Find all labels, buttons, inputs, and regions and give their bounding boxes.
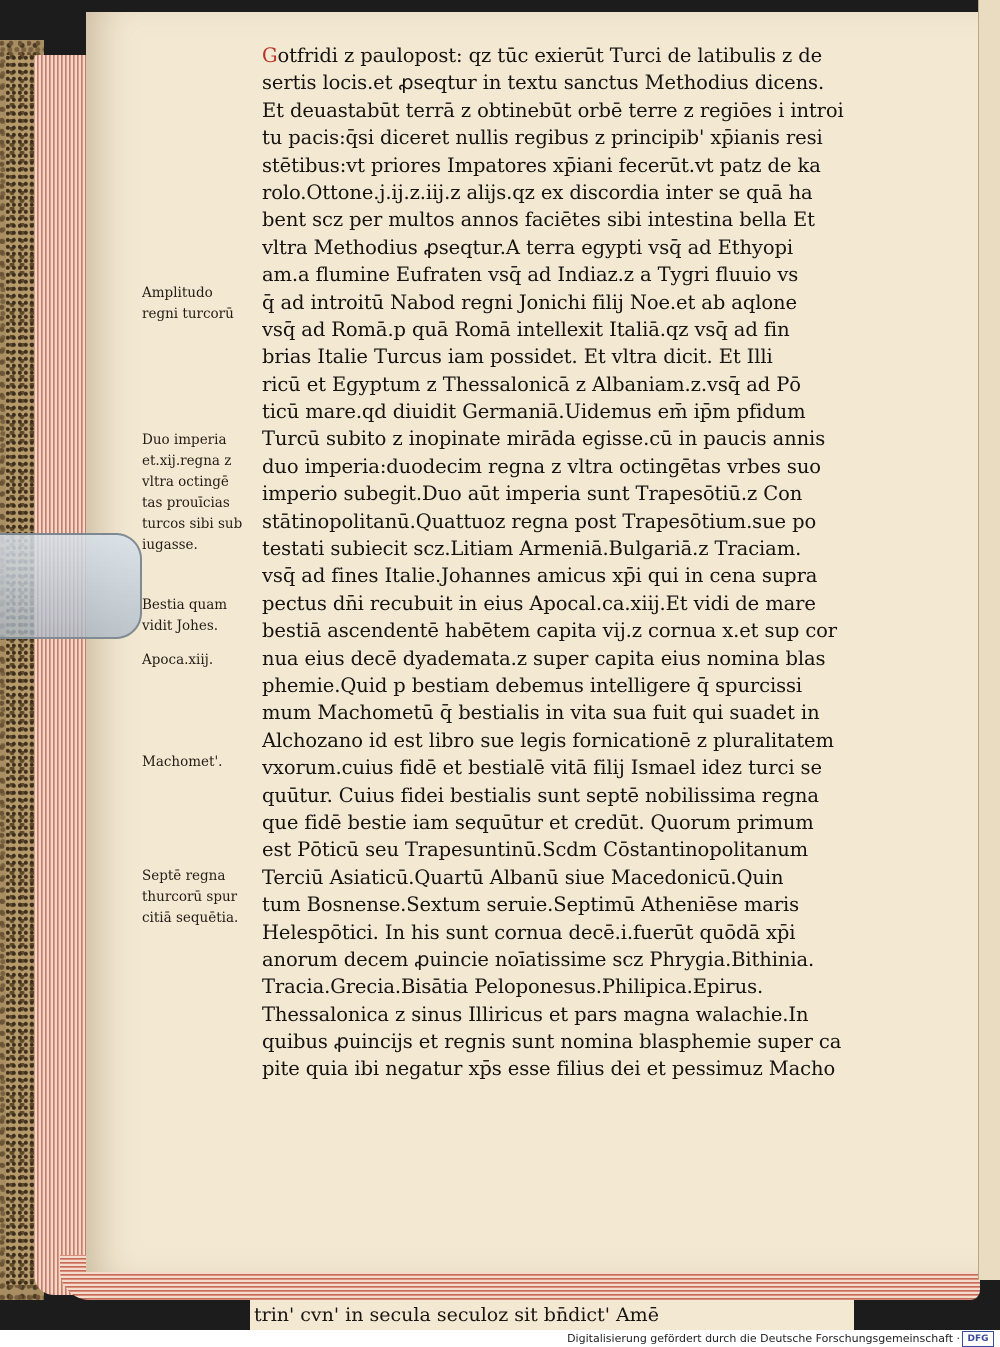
margin-note-line: Bestia quam: [142, 597, 228, 613]
text-line: vsq̄ ad Romā.p quā Romā intellexit Italiā.qz vsq̄ ad fin: [262, 317, 790, 341]
text-line: Helespōtici. In his sunt cornua decē.i.fuerūt quōdā xp̄i: [262, 920, 796, 944]
margin-note-line: et.xij.regna z: [142, 453, 232, 469]
text-line: nua eius decē dyademata.z super capita eius nomina blas: [262, 646, 826, 670]
margin-note-amplitudo: [142, 283, 282, 325]
text-line: est Pōticū seu Trapesuntinū.Scdm Cōstantinopolitanum: [262, 838, 809, 862]
margin-note-line: turcos sibi sub: [142, 516, 243, 532]
margin-note-duo-imperia: [142, 430, 282, 556]
margin-note-line: tas prouīcias: [142, 495, 230, 511]
text-line: quibus ꝓuincijs et regnis sunt nomina blasphemie super ca: [262, 1030, 842, 1054]
text-line: vltra Methodius ꝓseqtur.A terra egypti vsq̄ ad Ethyopi: [262, 235, 793, 259]
text-line: bestiā ascendentē habētem capita vij.z cornua x.et sup cor: [262, 619, 838, 643]
margin-note-machomet: [142, 752, 282, 773]
text-line: Turcū subito z inopinate mirāda egisse.cū in paucis annis: [262, 427, 826, 451]
rubricated-initial: G: [262, 44, 278, 67]
catchword: trin' cvn' in secula seculoz sit bn̄dict' Amē: [250, 1300, 854, 1334]
text-line: Terciū Asiaticū.Quartū Albanū siue Macedonicū.Quin: [262, 865, 784, 889]
text-line: Et deuastabūt terrā z obtinebūt orbē terre z regiōes i introi: [262, 98, 844, 122]
text-line: pectus dn̄i recubuit in eius Apocal.ca.xiij.Et vidi de mare: [262, 591, 816, 615]
margin-note-line: iugasse.: [142, 537, 198, 553]
text-line: vxorum.cuius fidē et bestialē vitā filij Ismael idez turci se: [262, 756, 822, 780]
text-line: ricū et Egyptum z Thessalonicā z Albaniam.z.vsq̄ ad Pō: [262, 372, 801, 396]
text-line: quūtur. Cuius fidei bestialis sunt septē nobilissima regna: [262, 783, 819, 807]
text-line: brias Italie Turcus iam possidet. Et vltra dicit. Et Illi: [262, 345, 773, 369]
text-line: phemie.Quid p bestiam debemus intelligere q̄ spurcissi: [262, 673, 803, 697]
text-line: ticū mare.qd diuidit Germaniā.Uidemus em̄ ip̄m pfidum: [262, 400, 806, 424]
text-line: vsq̄ ad fines Italie.Johannes amicus xp̄i qui in cena supra: [262, 564, 818, 588]
margin-note-line: vltra octingē: [142, 474, 229, 490]
body-text-column: [262, 42, 962, 1083]
margin-note-apoca: [142, 650, 282, 671]
funding-credit: Digitalisierung gefördert durch die Deutsche Forschungsgemeinschaft ·: [567, 1332, 960, 1345]
text-line: sertis locis.et ꝓseqtur in textu sanctus Methodius dicens.: [262, 71, 825, 95]
facing-page-edge: [978, 0, 1000, 1280]
text-line: Tracia.Grecia.Bisātia Peloponesus.Philipica.Epirus.: [262, 975, 764, 999]
margin-note-line: Duo imperia: [142, 432, 227, 448]
text-line: tum Bosnense.Sextum seruie.Septimū Atheniēse maris: [262, 893, 800, 917]
page-clamp: [0, 533, 142, 639]
text-line: mum Machometū q̄ bestialis in vita sua fuit qui suadet in: [262, 701, 820, 725]
margin-note-line: Septē regna: [142, 868, 226, 884]
margin-note-line: thurcorū spur: [142, 889, 238, 905]
dfg-logo: DFG: [962, 1331, 994, 1347]
text-line: Thessalonica z sinus Illiricus et pars magna walachie.In: [262, 1002, 809, 1026]
text-line: testati subiecit scz.Litiam Armeniā.Bulgariā.z Traciam.: [262, 537, 802, 561]
text-line: stātinopolitanū.Quattuoz regna post Trapesōtium.sue po: [262, 509, 817, 533]
text-line: am.a flumine Eufraten vsq̄ ad Indiaz.z a Tygri fluuio vs: [262, 263, 799, 287]
margin-note-bestia: [142, 595, 282, 637]
margin-note-line: vidit Johes.: [142, 618, 219, 634]
text-line: Alchozano id est libro sue legis fornicationē z pluralitatem: [262, 728, 834, 752]
text-line: stētibus:vt priores Impatores xp̄iani fecerūt.vt patz de ka: [262, 153, 821, 177]
text-line: pite quia ibi negatur xp̄s esse filius dei et pessimuz Macho: [262, 1057, 836, 1081]
margin-note-line: Amplitudo: [142, 285, 213, 301]
text-line: imperio subegit.Duo aūt imperia sunt Trapesōtiū.z Con: [262, 482, 803, 506]
margin-note-line: citiā sequētia.: [142, 910, 239, 926]
text-line: anorum decem ꝓuincie noīatissime scz Phrygia.Bithinia.: [262, 947, 815, 971]
margin-note-line: Machomet'.: [142, 754, 223, 770]
text-line: que fidē bestie iam sequūtur et credūt. Quorum primum: [262, 810, 814, 834]
text-line: Gotfridi z paulopost: qz tūc exierūt Turci de latibulis z de: [262, 44, 823, 67]
margin-note-line: regni turcorū: [142, 306, 234, 322]
text-line: tu pacis:q̄si diceret nullis regibus z principib' xp̄ianis resi: [262, 126, 823, 150]
text-line: rolo.Ottone.j.ij.z.iij.z alijs.qz ex discordia inter se quā ha: [262, 180, 813, 204]
margin-note-septem-regna: [142, 866, 282, 929]
text-line: duo imperia:duodecim regna z vltra octingētas vrbes suo: [262, 454, 821, 478]
text-line: q̄ ad introitū Nabod regni Jonichi filij Noe.et ab aqlone: [262, 290, 797, 314]
margin-note-line: Apoca.xiij.: [142, 652, 214, 668]
text-line: bent scz per multos annos faciētes sibi intestina bella Et: [262, 208, 815, 232]
